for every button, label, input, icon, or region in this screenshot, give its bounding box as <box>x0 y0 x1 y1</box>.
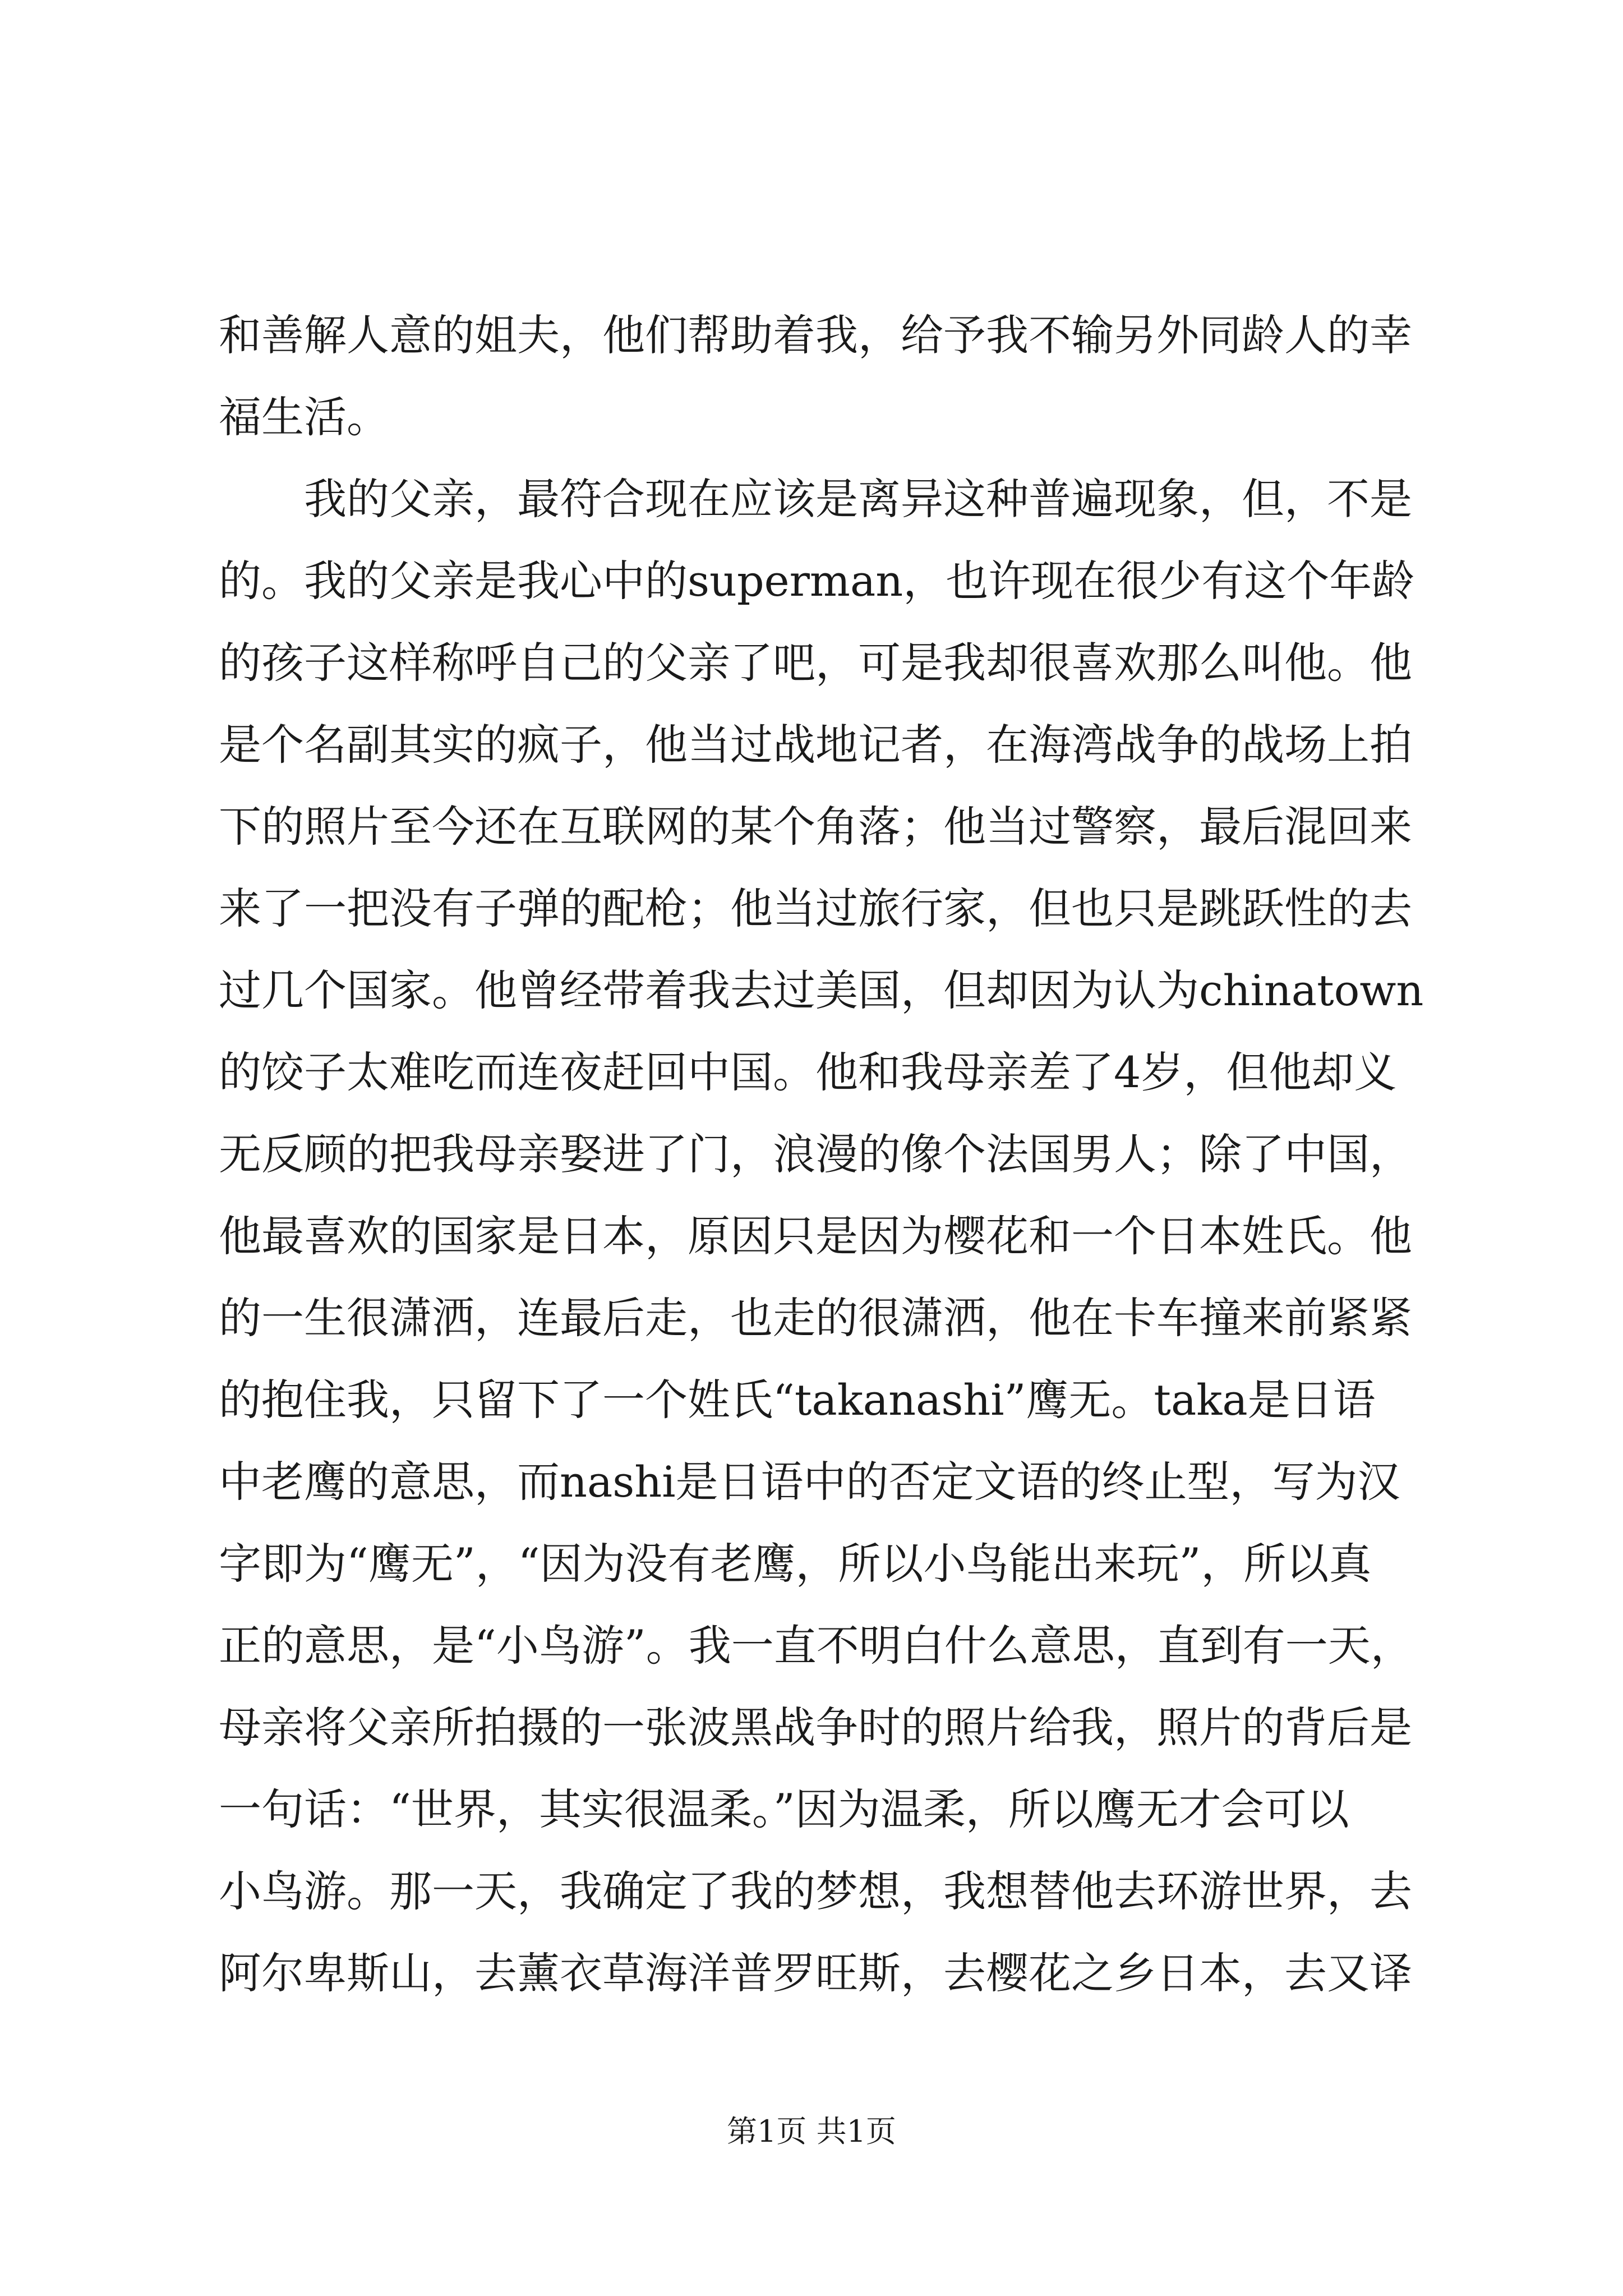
text-line: 阿尔卑斯山，去薰衣草海洋普罗旺斯，去樱花之乡日本，去又译 <box>219 1948 1412 1998</box>
paragraph-first-line: 我的父亲，最符合现在应该是离异这种普遍现象，但，不是 <box>304 474 1412 524</box>
text-line: 一句话：“世界，其实很温柔。”因为温柔，所以鹰无才会可以 <box>219 1784 1349 1834</box>
text-line: 小鸟游。那一天，我确定了我的梦想，我想替他去环游世界，去 <box>219 1866 1412 1916</box>
text-line: 来了一把没有子弹的配枪；他当过旅行家，但也只是跳跃性的去 <box>219 884 1412 933</box>
text-line: 中老鹰的意思，而nashi是日语中的否定文语的终止型，写为汉 <box>219 1457 1400 1507</box>
text-line: 的孩子这样称呼自己的父亲了吧，可是我却很喜欢那么叫他。他 <box>219 638 1412 688</box>
text-line: 过几个国家。他曾经带着我去过美国，但却因为认为chinatown <box>219 965 1424 1015</box>
text-line: 字即为“鹰无”，“因为没有老鹰，所以小鸟能出来玩”，所以真 <box>219 1539 1372 1589</box>
text-line: 正的意思，是“小鸟游”。我一直不明白什么意思，直到有一天， <box>219 1621 1413 1671</box>
text-line: 无反顾的把我母亲娶进了门，浪漫的像个法国男人；除了中国， <box>219 1129 1412 1179</box>
text-line: 下的照片至今还在互联网的某个角落；他当过警察，最后混回来 <box>219 802 1412 852</box>
page-footer: 第1页 共1页 <box>727 2114 896 2149</box>
text-line: 母亲将父亲所拍摄的一张波黑战争时的照片给我，照片的背后是 <box>219 1703 1412 1752</box>
text-line: 的一生很潇洒，连最后走，也走的很潇洒，他在卡车撞来前紧紧 <box>219 1293 1412 1343</box>
text-line: 的饺子太难吃而连夜赶回中国。他和我母亲差了4岁，但他却义 <box>219 1047 1397 1097</box>
text-line: 福生活。 <box>219 392 389 442</box>
text-line: 和善解人意的姐夫，他们帮助着我，给予我不输另外同龄人的幸 <box>219 310 1412 360</box>
text-line: 的抱住我，只留下了一个姓氏“takanashi”鹰无。taka是日语 <box>219 1375 1376 1425</box>
text-line: 他最喜欢的国家是日本，原因只是因为樱花和一个日本姓氏。他 <box>219 1211 1412 1261</box>
text-line: 是个名副其实的疯子，他当过战地记者，在海湾战争的战场上拍 <box>219 720 1412 770</box>
text-line: 的。我的父亲是我心中的superman，也许现在很少有这个年龄 <box>219 556 1415 606</box>
